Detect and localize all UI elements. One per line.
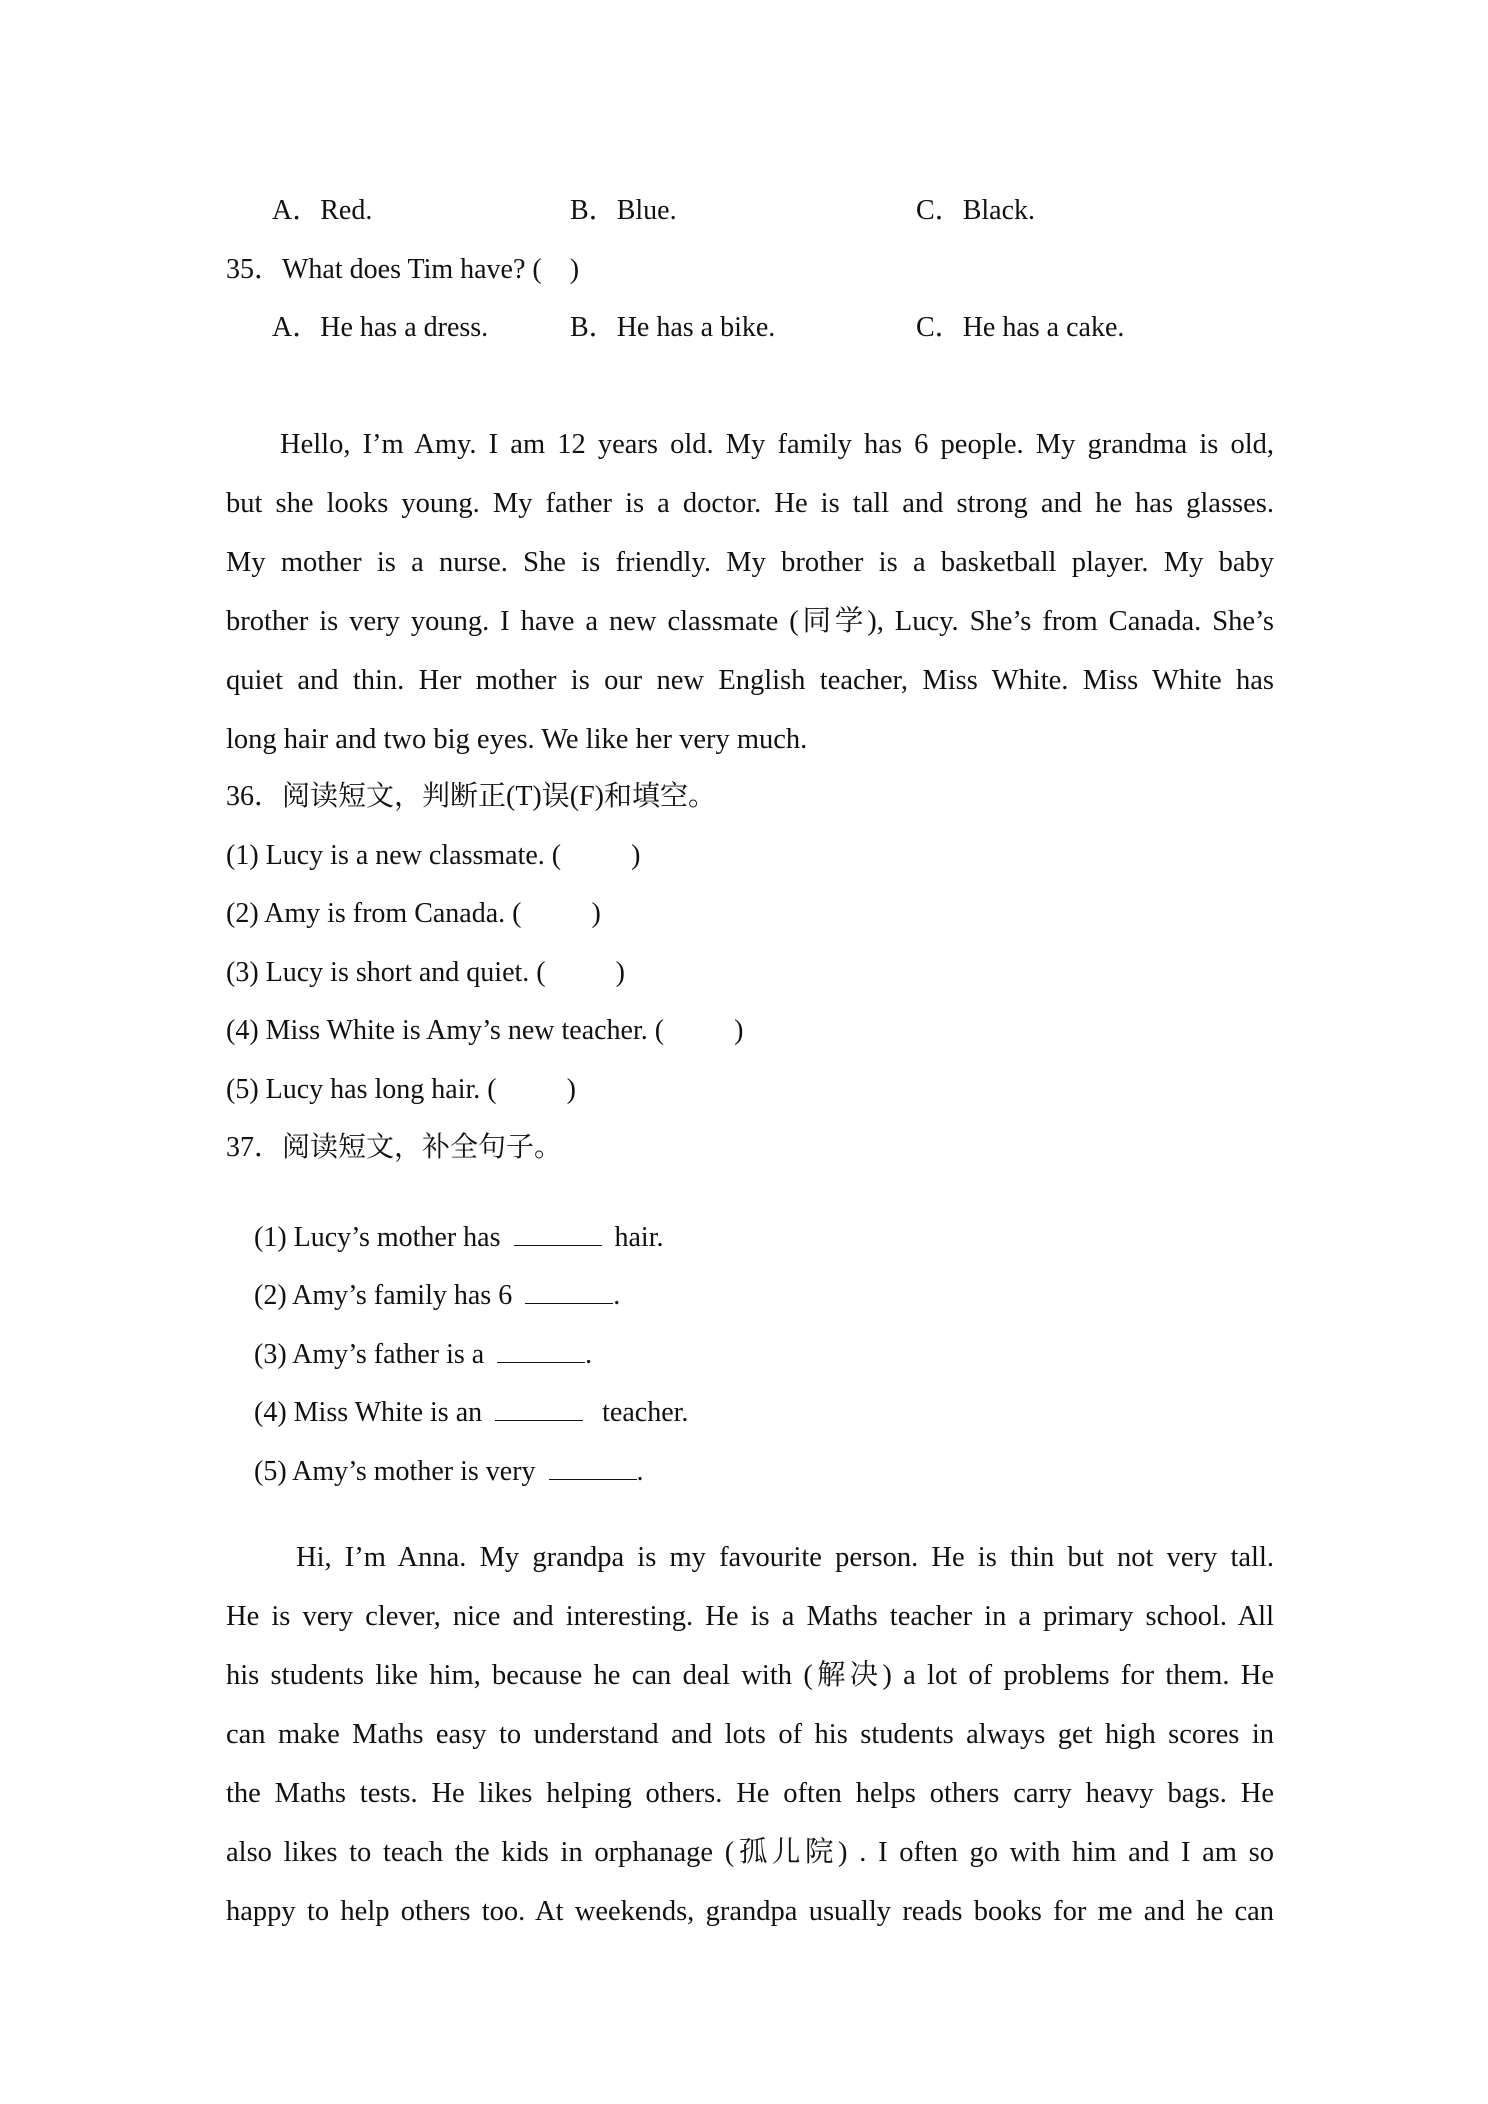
- option-letter: C．: [916, 195, 963, 226]
- option-letter: C．: [916, 312, 963, 343]
- answer-blank[interactable]: [549, 1455, 637, 1480]
- q37-item: [226, 1427, 644, 1514]
- answer-blank[interactable]: [525, 1279, 613, 1304]
- q34-option-a: [272, 197, 372, 225]
- q36-title: 36．阅读短文，判断正(T)误(F)和填空。: [226, 781, 716, 812]
- q37-item-text: teacher.: [595, 1397, 689, 1428]
- answer-blank[interactable]: [497, 1338, 585, 1363]
- passage-line: long hair and two big eyes. We like her very much.: [226, 724, 808, 755]
- passage-amy: [226, 415, 1274, 769]
- q36-item: (4) Miss White is Amy’s new teacher. ( ): [226, 1015, 744, 1046]
- q37-item-text: (5) Amy’s mother is very: [254, 1456, 543, 1487]
- passage-line: his students like him, because he can deal with (解决) a lot of problems for them. He: [226, 1660, 1274, 1691]
- passage-line: brother is very young. I have a new classmate (同学), Lucy. She’s from Canada. She’s: [226, 606, 1274, 637]
- passage-line: My mother is a nurse. She is friendly. My brother is a basketball player. My baby: [226, 547, 1274, 578]
- q37-item-text: hair.: [607, 1222, 664, 1253]
- passage-line: quiet and thin. Her mother is our new English teacher, Miss White. Miss White has: [226, 665, 1274, 696]
- q37-item-text: .: [636, 1456, 644, 1487]
- option-text: He has a dress.: [320, 312, 489, 343]
- q37-item-text: .: [585, 1339, 593, 1370]
- q36-item: (3) Lucy is short and quiet. ( ): [226, 957, 625, 988]
- q36-item: (1) Lucy is a new classmate. ( ): [226, 840, 641, 871]
- q34-option-c: [916, 197, 1035, 225]
- q37-item-text: (3) Amy’s father is a: [254, 1339, 492, 1370]
- q34-option-b: [570, 197, 677, 225]
- passage-line: happy to help others too. At weekends, grandpa usually reads books for me and he can: [226, 1896, 1274, 1927]
- answer-blank[interactable]: [514, 1221, 602, 1246]
- passage-line: but she looks young. My father is a doctor. He is tall and strong and he has glasses.: [226, 488, 1274, 519]
- option-letter: A．: [272, 312, 321, 343]
- passage-line: the Maths tests. He likes helping others. He often helps others carry heavy bags. He: [226, 1778, 1274, 1809]
- option-text: Black.: [962, 195, 1035, 226]
- answer-blank[interactable]: [495, 1396, 583, 1421]
- option-text: Blue.: [616, 195, 677, 226]
- option-text: He has a bike.: [616, 312, 776, 343]
- passage-anna: [226, 1528, 1274, 1941]
- passage-line: He is very clever, nice and interesting. He is a Maths teacher in a primary school. All: [226, 1601, 1274, 1632]
- q37-title: 37．阅读短文，补全句子。: [226, 1132, 563, 1163]
- option-text: He has a cake.: [962, 312, 1125, 343]
- q37-item-text: (4) Miss White is an: [254, 1397, 490, 1428]
- passage-line: Hello, I’m Amy. I am 12 years old. My family has 6 people. My grandma is old,: [280, 429, 1274, 460]
- q36-item: (2) Amy is from Canada. ( ): [226, 898, 601, 929]
- q35-option-c: [916, 314, 1124, 342]
- q37-item-text: .: [613, 1280, 621, 1311]
- option-letter: A．: [272, 195, 321, 226]
- option-text: Red.: [320, 195, 373, 226]
- passage-line: also likes to teach the kids in orphanage (孤儿院) . I often go with him and I am so: [226, 1837, 1274, 1868]
- q37-item-text: (1) Lucy’s mother has: [254, 1222, 508, 1253]
- option-letter: B．: [570, 312, 617, 343]
- passage-line: can make Maths easy to understand and lots of his students always get high scores in: [226, 1719, 1274, 1750]
- q36-item: (5) Lucy has long hair. ( ): [226, 1074, 576, 1105]
- option-letter: B．: [570, 195, 617, 226]
- q37-item-text: (2) Amy’s family has 6: [254, 1280, 520, 1311]
- q35-option-a: [272, 314, 488, 342]
- q35-question: 35．What does Tim have? ( ): [226, 254, 580, 285]
- q35-option-b: [570, 314, 775, 342]
- passage-line: Hi, I’m Anna. My grandpa is my favourite person. He is thin but not very tall.: [296, 1542, 1274, 1573]
